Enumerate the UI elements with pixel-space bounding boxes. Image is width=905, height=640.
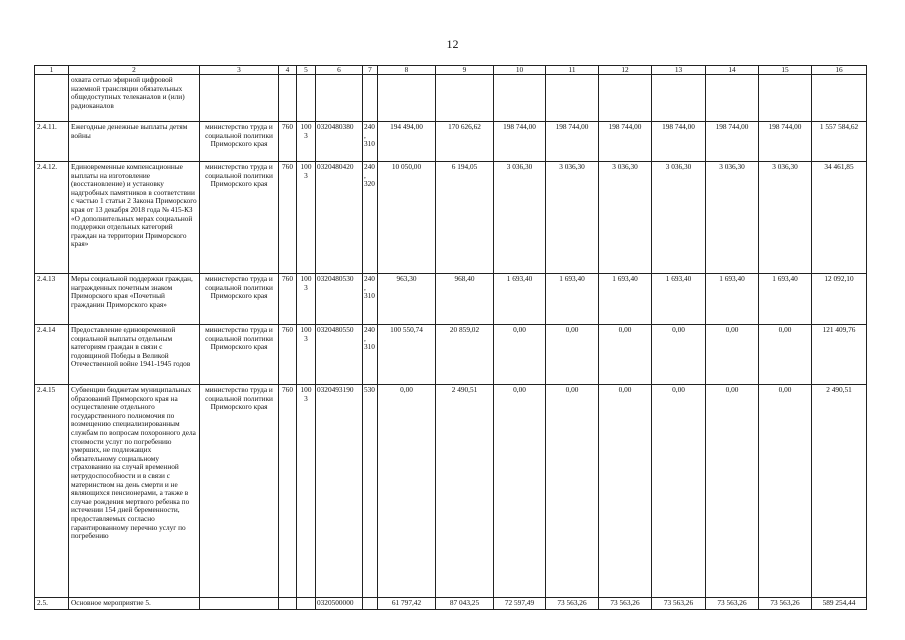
column-header: 7 xyxy=(363,66,378,75)
cell-value xyxy=(599,75,652,122)
cell-rz: 1003 xyxy=(297,325,316,385)
cell-vr xyxy=(363,598,378,610)
column-header: 13 xyxy=(652,66,706,75)
cell-code xyxy=(35,75,69,122)
cell-value xyxy=(759,75,812,122)
cell-value: 0,00 xyxy=(652,385,706,598)
column-header: 16 xyxy=(812,66,867,75)
cell-value: 61 797,42 xyxy=(378,598,436,610)
cell-vr: 240, 310 xyxy=(363,274,378,325)
cell-csr: 0320480380 xyxy=(316,122,363,162)
cell-value: 0,00 xyxy=(706,325,759,385)
column-header: 11 xyxy=(546,66,599,75)
cell-value: 1 693,40 xyxy=(652,274,706,325)
cell-csr: 0320480550 xyxy=(316,325,363,385)
cell-vr: 240, 320 xyxy=(363,162,378,274)
cell-value xyxy=(706,75,759,122)
cell-executor: министерство труда и социальной политики Приморского края xyxy=(200,274,279,325)
cell-value: 3 036,30 xyxy=(706,162,759,274)
cell-rz xyxy=(297,75,316,122)
column-header: 3 xyxy=(200,66,279,75)
cell-executor: министерство труда и социальной политики Приморского края xyxy=(200,162,279,274)
column-header: 14 xyxy=(706,66,759,75)
cell-csr xyxy=(316,75,363,122)
cell-value: 0,00 xyxy=(494,385,546,598)
cell-value: 0,00 xyxy=(599,385,652,598)
cell-value: 1 693,40 xyxy=(599,274,652,325)
cell-value: 2 490,51 xyxy=(436,385,494,598)
cell-value: 0,00 xyxy=(759,385,812,598)
cell-value: 3 036,30 xyxy=(599,162,652,274)
cell-code: 2.4.13 xyxy=(35,274,69,325)
cell-value: 198 744,00 xyxy=(759,122,812,162)
cell-value: 1 693,40 xyxy=(706,274,759,325)
cell-value: 194 494,00 xyxy=(378,122,436,162)
column-header: 1 xyxy=(35,66,69,75)
cell-code: 2.5. xyxy=(35,598,69,610)
cell-rz: 1003 xyxy=(297,162,316,274)
cell-value: 12 092,10 xyxy=(812,274,867,325)
cell-csr: 0320500000 xyxy=(316,598,363,610)
table-row xyxy=(35,75,867,122)
cell-value: 34 461,85 xyxy=(812,162,867,274)
cell-value: 1 693,40 xyxy=(494,274,546,325)
cell-value: 0,00 xyxy=(652,325,706,385)
cell-grbs: 760 xyxy=(279,122,297,162)
cell-rz xyxy=(297,598,316,610)
cell-executor: министерство труда и социальной политики Приморского края xyxy=(200,385,279,598)
column-header: 5 xyxy=(297,66,316,75)
cell-value: 0,00 xyxy=(759,325,812,385)
table-row xyxy=(35,385,867,598)
cell-value: 3 036,30 xyxy=(494,162,546,274)
cell-value xyxy=(812,75,867,122)
cell-grbs: 760 xyxy=(279,274,297,325)
cell-csr: 0320480530 xyxy=(316,274,363,325)
cell-value: 968,40 xyxy=(436,274,494,325)
column-header: 15 xyxy=(759,66,812,75)
cell-value: 73 563,26 xyxy=(599,598,652,610)
cell-value: 73 563,26 xyxy=(706,598,759,610)
cell-value: 3 036,30 xyxy=(759,162,812,274)
cell-vr: 240, 310 xyxy=(363,122,378,162)
cell-value: 121 409,76 xyxy=(812,325,867,385)
cell-value: 6 194,05 xyxy=(436,162,494,274)
cell-value: 0,00 xyxy=(706,385,759,598)
cell-value: 1 557 584,62 xyxy=(812,122,867,162)
cell-code: 2.4.12. xyxy=(35,162,69,274)
cell-value: 170 626,62 xyxy=(436,122,494,162)
cell-vr: 530 xyxy=(363,385,378,598)
cell-value: 20 859,02 xyxy=(436,325,494,385)
cell-value xyxy=(546,75,599,122)
cell-value: 963,30 xyxy=(378,274,436,325)
cell-grbs xyxy=(279,598,297,610)
column-header: 10 xyxy=(494,66,546,75)
cell-grbs: 760 xyxy=(279,385,297,598)
cell-rz: 1003 xyxy=(297,122,316,162)
cell-value: 0,00 xyxy=(546,385,599,598)
cell-value xyxy=(436,75,494,122)
cell-executor xyxy=(200,598,279,610)
cell-value: 100 550,74 xyxy=(378,325,436,385)
cell-name: Предоставление единовременной социальной выплаты отдельным категориям граждан в связи с годовщиной Победы в Великой Отечественной войне 1941-1945 годов xyxy=(69,325,200,385)
cell-value: 73 563,26 xyxy=(652,598,706,610)
cell-value: 0,00 xyxy=(599,325,652,385)
cell-value: 589 254,44 xyxy=(812,598,867,610)
page-number: 12 xyxy=(446,37,459,51)
cell-value xyxy=(378,75,436,122)
cell-rz: 1003 xyxy=(297,385,316,598)
table-row xyxy=(35,162,867,274)
cell-name: Меры социальной поддержки граждан, награжденных почетным знаком Приморского края «Почетный гражданин Приморского края» xyxy=(69,274,200,325)
cell-executor: министерство труда и социальной политики Приморского края xyxy=(200,325,279,385)
cell-name: Субвенции бюджетам муниципальных образований Приморского края на осуществление отдельного государственного полномочия по возмещению специализированным службам по вопросам похоронного дела стоимости услуг по погребению умерших, не подлежащих обязательному социальному страхованию на случай временной нетрудоспособности и в связи с материнством на день смерти и не являющихся пенсионерами, а также в случае рождения мертвого ребенка по истечении 154 дней беременности, предоставляемых согласно гарантированному перечню услуг по погребению xyxy=(69,385,200,598)
cell-value: 198 744,00 xyxy=(599,122,652,162)
cell-value: 198 744,00 xyxy=(494,122,546,162)
cell-executor xyxy=(200,75,279,122)
cell-code: 2.4.11. xyxy=(35,122,69,162)
cell-grbs: 760 xyxy=(279,162,297,274)
cell-value: 198 744,00 xyxy=(706,122,759,162)
header-row xyxy=(35,66,867,75)
cell-grbs xyxy=(279,75,297,122)
column-header: 12 xyxy=(599,66,652,75)
table-row xyxy=(35,122,867,162)
cell-value xyxy=(494,75,546,122)
table-row xyxy=(35,325,867,385)
cell-rz: 1003 xyxy=(297,274,316,325)
cell-executor: министерство труда и социальной политики Приморского края xyxy=(200,122,279,162)
cell-name: Основное мероприятие 5. xyxy=(69,598,200,610)
cell-value: 73 563,26 xyxy=(546,598,599,610)
cell-csr: 0320493190 xyxy=(316,385,363,598)
column-header: 2 xyxy=(69,66,200,75)
cell-value: 1 693,40 xyxy=(546,274,599,325)
cell-code: 2.4.14 xyxy=(35,325,69,385)
cell-value: 1 693,40 xyxy=(759,274,812,325)
cell-value: 198 744,00 xyxy=(652,122,706,162)
table-row xyxy=(35,274,867,325)
budget-table xyxy=(34,65,867,610)
cell-value: 0,00 xyxy=(546,325,599,385)
cell-value: 3 036,30 xyxy=(546,162,599,274)
table-row xyxy=(35,598,867,610)
cell-csr: 0320480420 xyxy=(316,162,363,274)
cell-name: охвата сетью эфирной цифровой наземной трансляции обязательных общедоступных телеканалов и (или) радиоканалов xyxy=(69,75,200,122)
cell-vr: 240, 310 xyxy=(363,325,378,385)
column-header: 9 xyxy=(436,66,494,75)
cell-value: 2 490,51 xyxy=(812,385,867,598)
cell-value: 73 563,26 xyxy=(759,598,812,610)
cell-name: Единовременные компенсационные выплаты на изготовление (восстановление) и установку надгробных памятников в соответствии с частью 1 статьи 2 Закона Приморского края от 13 декабря 2018 года № 415-КЗ «О дополнительных мерах социальной поддержки отдельных категорий граждан на территории Приморского края» xyxy=(69,162,200,274)
column-header: 8 xyxy=(378,66,436,75)
cell-value: 87 043,25 xyxy=(436,598,494,610)
cell-name: Ежегодные денежные выплаты детям войны xyxy=(69,122,200,162)
cell-code: 2.4.15 xyxy=(35,385,69,598)
cell-value: 0,00 xyxy=(378,385,436,598)
column-header: 4 xyxy=(279,66,297,75)
cell-value: 10 050,00 xyxy=(378,162,436,274)
cell-vr xyxy=(363,75,378,122)
column-header: 6 xyxy=(316,66,363,75)
cell-value: 198 744,00 xyxy=(546,122,599,162)
cell-grbs: 760 xyxy=(279,325,297,385)
cell-value: 0,00 xyxy=(494,325,546,385)
cell-value xyxy=(652,75,706,122)
cell-value: 72 597,49 xyxy=(494,598,546,610)
cell-value: 3 036,30 xyxy=(652,162,706,274)
